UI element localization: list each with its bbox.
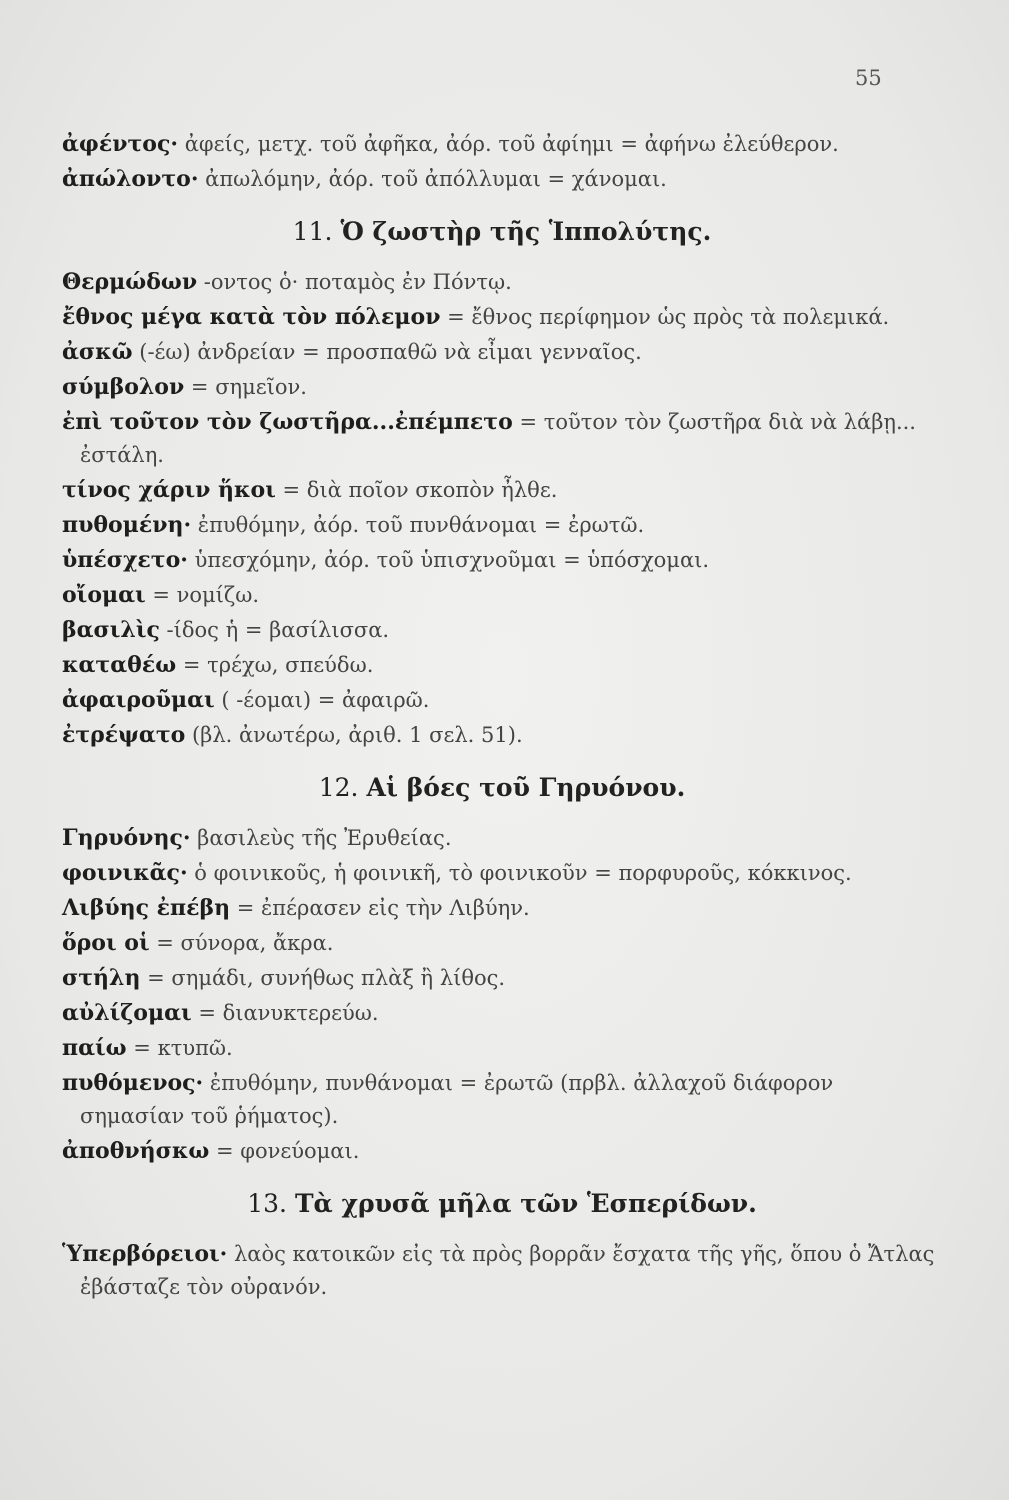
glossary-entry: [62, 266, 942, 299]
glossary-entry: [62, 406, 942, 472]
entry-gloss: ὑπεσχόμην, ἀόρ. τοῦ ὑπισχνοῦμαι = ὑπόσχομαι.: [187, 548, 710, 572]
glossary-entry: [62, 128, 942, 161]
entry-headword: φοινικᾶς·: [62, 860, 188, 886]
entry-headword: στήλη: [62, 965, 141, 991]
entry-gloss: = σημάδι, συνήθως πλὰξ ἢ λίθος.: [140, 966, 506, 990]
glossary-entry: [62, 997, 942, 1030]
glossary-entry: [62, 163, 942, 196]
entry-gloss: ὁ φοινικοῦς, ἡ φοινικῆ, τὸ φοινικοῦν = πορφυροῦς, κόκκινος.: [187, 861, 852, 885]
section-title: [62, 1186, 942, 1222]
entry-headword: παίω: [62, 1035, 127, 1061]
glossary-entry: [62, 649, 942, 682]
section-title: [62, 214, 942, 250]
section-number: 12.: [318, 773, 359, 802]
entry-gloss: ἐπυθόμην, πυνθάνομαι = ἐρωτῶ (πρβλ. ἀλλαχοῦ διάφορον σημασίαν τοῦ ῥήματος).: [80, 1071, 834, 1128]
entry-gloss: ἀφείς, μετχ. τοῦ ἀφῆκα, ἀόρ. τοῦ ἀφίημι = ἀφήνω ἐλεύθερον.: [178, 132, 839, 156]
entry-headword: ἀσκῶ: [62, 339, 133, 365]
glossary-entry: [62, 684, 942, 717]
entry-gloss: = κτυπῶ.: [126, 1036, 233, 1060]
entry-headword: Θερμώδων: [62, 269, 198, 295]
entry-headword: οἴομαι: [62, 582, 146, 608]
entry-gloss: ἀπωλόμην, ἀόρ. τοῦ ἀπόλλυμαι = χάνομαι.: [198, 167, 667, 191]
entry-gloss: = ἔθνος περίφημον ὡς πρὸς τὰ πολεμικά.: [440, 305, 890, 329]
glossary-entry: [62, 857, 942, 890]
section-heading: Αἱ βόες τοῦ Γηρυόνου.: [366, 773, 686, 802]
glossary-entry: [62, 1032, 942, 1065]
entry-headword: ἐπὶ τοῦτον τὸν ζωστῆρα...ἐπέμπετο: [62, 409, 513, 435]
section-number: 11.: [292, 217, 333, 246]
glossary-entry: [62, 927, 942, 960]
glossary-entry: [62, 962, 942, 995]
entry-headword: Ὑπερβόρειοι·: [62, 1241, 228, 1267]
entry-headword: αὐλίζομαι: [62, 1000, 192, 1026]
glossary-entry: [62, 719, 942, 752]
glossary-entry: [62, 579, 942, 612]
glossary-entry: [62, 336, 942, 369]
entry-headword: Γηρυόνης·: [62, 825, 191, 851]
section-heading: Τὰ χρυσᾶ μῆλα τῶν Ἑσπερίδων.: [294, 1189, 757, 1218]
entry-headword: τίνος χάριν ἥκοι: [62, 477, 276, 503]
entry-gloss: βασιλεὺς τῆς Ἐρυθείας.: [190, 826, 452, 850]
entry-gloss: = διὰ ποῖον σκοπὸν ἦλθε.: [275, 478, 558, 502]
entry-headword: ἀπώλοντο·: [62, 166, 199, 192]
glossary-entry: [62, 509, 942, 542]
entry-gloss: ( -έομαι) = ἀφαιρῶ.: [214, 688, 430, 712]
glossary-entry: [62, 474, 942, 507]
entry-gloss: (-έω) ἀνδρείαν = προσπαθῶ νὰ εἶμαι γενναῖος.: [132, 340, 642, 364]
glossary-entry: [62, 822, 942, 855]
entry-headword: ὑπέσχετο·: [62, 547, 188, 573]
glossary-entry: [62, 892, 942, 925]
glossary-entry: [62, 1238, 942, 1304]
page-number: 55: [855, 66, 882, 90]
entry-headword: πυθομένη·: [62, 512, 192, 538]
entry-gloss: = ἐπέρασεν εἰς τὴν Λιβύην.: [230, 896, 530, 920]
entry-headword: ἐτρέψατο: [62, 722, 186, 748]
glossary-entry: [62, 301, 942, 334]
entry-headword: ὅροι οἱ: [62, 930, 150, 956]
entry-headword: ἀποθνήσκω: [62, 1138, 210, 1164]
glossary-entry: [62, 1067, 942, 1133]
entry-gloss: = τρέχω, σπεύδω.: [176, 653, 374, 677]
glossary-entry: [62, 614, 942, 647]
section-heading: Ὁ ζωστὴρ τῆς Ἱππολύτης.: [340, 217, 712, 246]
entry-gloss: (βλ. ἀνωτέρω, ἀριθ. 1 σελ. 51).: [185, 723, 523, 747]
entry-gloss: -ίδος ἡ = βασίλισσα.: [159, 618, 390, 642]
entry-gloss: = σύνορα, ἄκρα.: [149, 931, 334, 955]
glossary-entry: [62, 1135, 942, 1168]
entry-headword: ἔθνος μέγα κατὰ τὸν πόλεμον: [62, 304, 441, 330]
glossary-entry: [62, 544, 942, 577]
section-title: [62, 770, 942, 806]
entry-gloss: -οντος ὁ· ποταμὸς ἐν Πόντῳ.: [197, 270, 512, 294]
entry-headword: βασιλὶς: [62, 617, 160, 643]
entry-gloss: = τοῦτον τὸν ζωστῆρα διὰ νὰ λάβῃ... ἐστάλη.: [80, 410, 916, 467]
section-number: 13.: [247, 1189, 287, 1218]
entry-gloss: = φονεύομαι.: [209, 1139, 360, 1163]
entry-headword: ἀφαιροῦμαι: [62, 687, 215, 713]
entry-gloss: = σημεῖον.: [184, 375, 307, 399]
entry-gloss: = νομίζω.: [145, 583, 260, 607]
glossary-content: [62, 128, 942, 1306]
glossary-entry: [62, 371, 942, 404]
entry-gloss: ἐπυθόμην, ἀόρ. τοῦ πυνθάνομαι = ἐρωτῶ.: [191, 513, 645, 537]
entry-headword: Λιβύης ἐπέβη: [62, 895, 231, 921]
entry-gloss: = διανυκτερεύω.: [191, 1001, 379, 1025]
entry-headword: ἀφέντος·: [62, 131, 179, 157]
entry-headword: καταθέω: [62, 652, 177, 678]
entry-gloss: λαὸς κατοικῶν εἰς τὰ πρὸς βορρᾶν ἔσχατα τῆς γῆς, ὅπου ὁ Ἄτλας ἐβάσταζε τὸν οὐρανόν.: [80, 1242, 935, 1299]
entry-headword: πυθόμενος·: [62, 1070, 204, 1096]
entry-headword: σύμβολον: [62, 374, 185, 400]
